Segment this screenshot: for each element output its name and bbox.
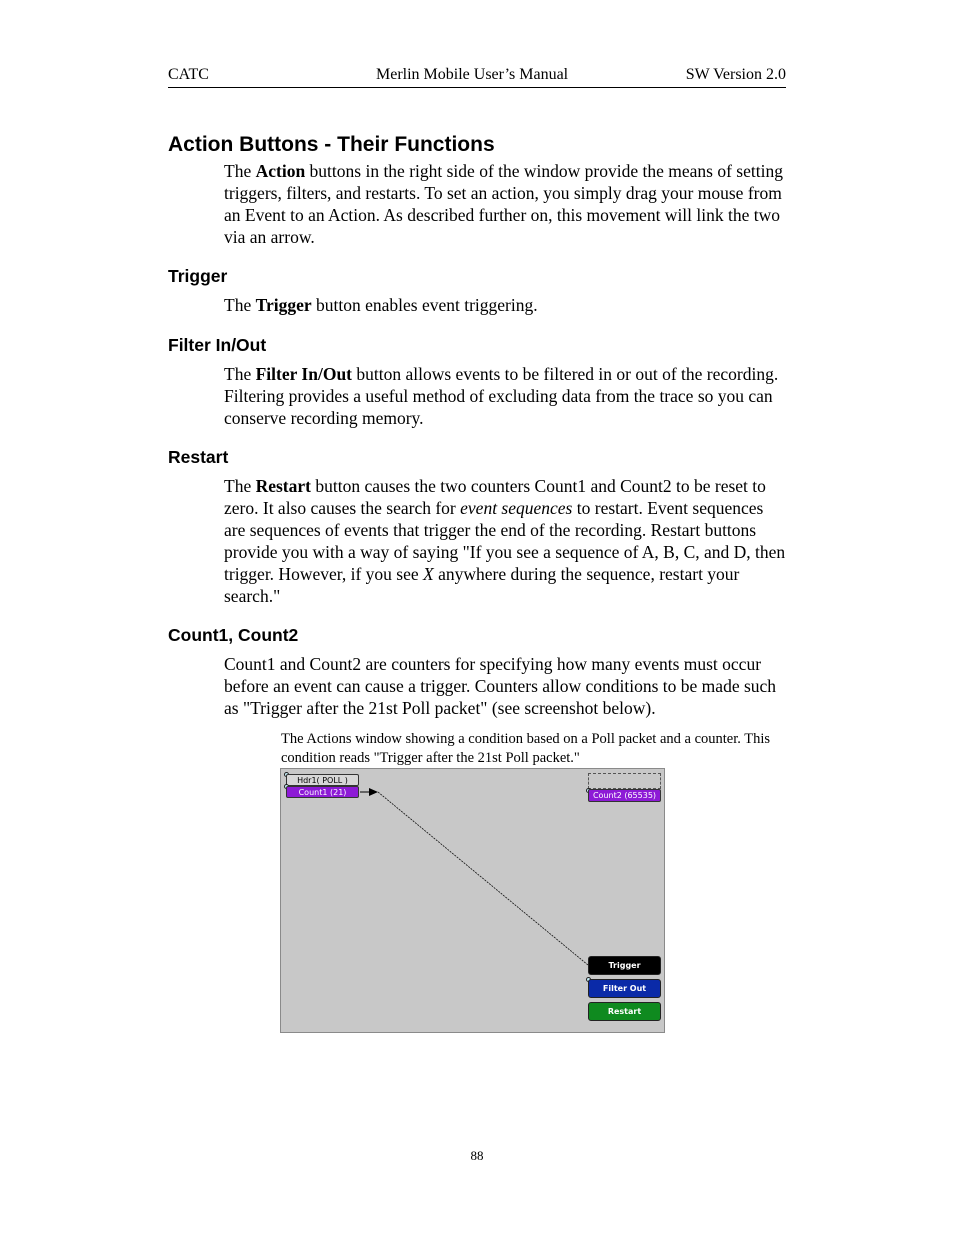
figure-caption: The Actions window showing a condition based on a Poll packet and a counter. This condition reads "Trigger after the 21st Poll packet." — [281, 731, 771, 766]
trigger-text-pre: The — [224, 295, 256, 315]
restart-text-pre: The — [224, 476, 256, 496]
header-version: SW Version 2.0 — [685, 66, 786, 83]
trigger-heading: Trigger — [168, 266, 228, 286]
restart-heading: Restart — [168, 447, 229, 467]
arrow-head — [369, 788, 378, 796]
trigger-paragraph — [224, 294, 786, 316]
intro-text-post: buttons in the right side of the window provide the means of setting triggers, filters, and restarts. To set an action, you simply drag your mouse from an Event to an Action. As described further on, this movement will link the two via an arrow. — [224, 161, 783, 247]
header-company: CATC — [168, 66, 209, 83]
restart-text-mid2: to restart. Event sequences are sequences of events that trigger the end of the recording. Restart buttons provide you with a way of saying "If you see a sequence of A, B, C, and D, then trigger. However, if you see — [224, 498, 786, 584]
restart-italic-x: X — [423, 564, 434, 584]
restart-italic-term: event sequences — [460, 498, 573, 518]
empty-action-slot[interactable] — [588, 773, 661, 789]
actions-window-screenshot — [280, 768, 665, 1033]
restart-button[interactable]: Restart — [588, 1002, 661, 1021]
filter-heading: Filter In/Out — [168, 335, 267, 355]
intro-text-pre: The — [224, 161, 256, 181]
restart-bold-term: Restart — [255, 476, 311, 496]
trigger-bold-term: Trigger — [255, 295, 312, 315]
event-node-hdr[interactable]: Hdr1( POLL ) — [286, 774, 359, 786]
counters-heading: Count1, Count2 — [168, 625, 299, 645]
filter-out-button[interactable]: Filter Out — [588, 979, 661, 998]
intro-bold-term: Action — [255, 161, 306, 181]
event-node-count1[interactable]: Count1 (21) — [286, 786, 359, 798]
action-count2[interactable]: Count2 (65535) — [588, 789, 661, 802]
page-number: 88 — [470, 1148, 484, 1163]
filter-text-pre: The — [224, 364, 256, 384]
filter-paragraph — [224, 363, 786, 429]
restart-text-post: anywhere during the sequence, restart your search." — [224, 564, 740, 606]
counters-paragraph: Count1 and Count2 are counters for specifying how many events must occur before an event can cause a trigger. Counters allow conditions to be made such as "Trigger after the 21st Poll packet" (see screenshot below). — [224, 654, 777, 718]
restart-text-mid1: button causes the two counters Count1 and Count2 to be reset to zero. It also causes the search for — [224, 476, 766, 518]
trigger-button[interactable]: Trigger — [588, 956, 661, 975]
filter-bold-term: Filter In/Out — [255, 364, 353, 384]
header-manual-title: Merlin Mobile User’s Manual — [376, 66, 569, 83]
intro-paragraph — [224, 160, 786, 248]
restart-paragraph — [224, 475, 786, 607]
filter-text-post: button allows events to be filtered in or out of the recording. Filtering provides a useful method of excluding data from the trace so you can conserve recording memory. — [224, 364, 779, 428]
trigger-text-post: button enables event triggering. — [311, 295, 538, 315]
page-header — [168, 65, 786, 88]
arrow-line — [378, 792, 588, 965]
section-title: Action Buttons - Their Functions — [168, 133, 495, 156]
